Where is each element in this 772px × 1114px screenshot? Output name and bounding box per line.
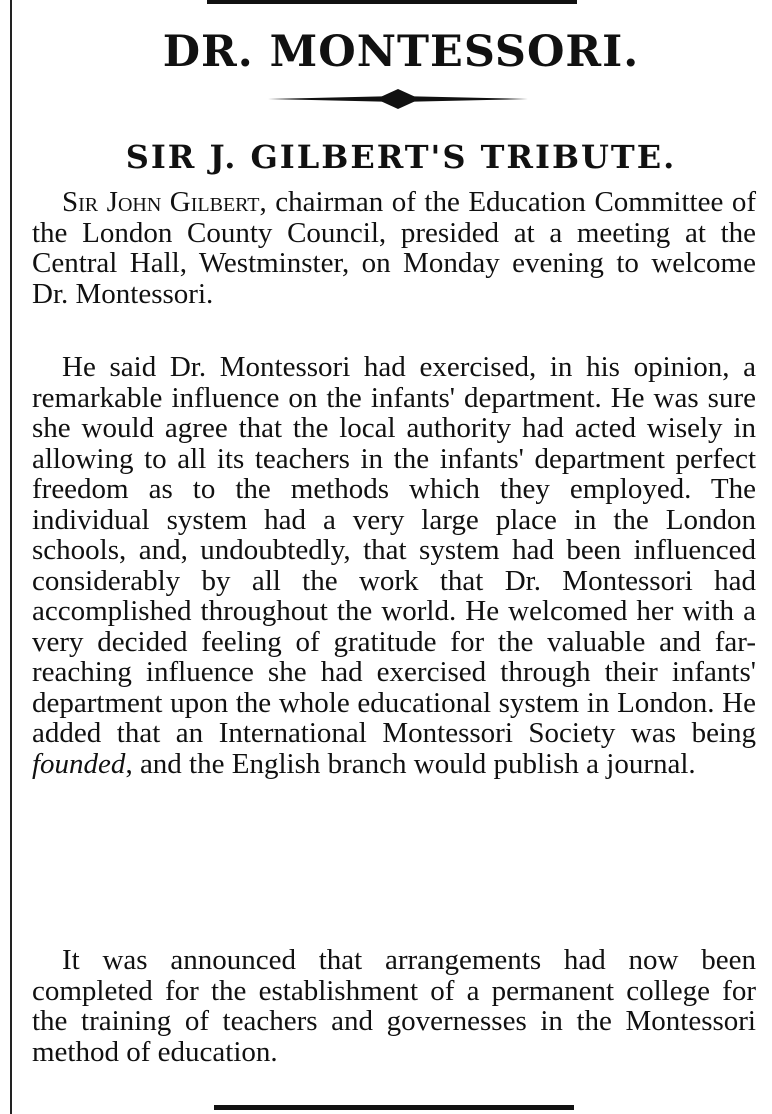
lead-in-name: Sir John Gilbert [62,186,260,218]
subheadline: SIR J. GILBERT'S TRIBUTE. [125,138,677,176]
paragraph-2-text-before: He said Dr. Montessori had exercised, in his opinion, a remarkable influence on the infants' department. He was sure she would agree that the local authority had acted wisely in allowing to all its teachers in the infants' department perfect freedom as to the methods which they employed. The individual system had a very large place in the London schools, and, undoubtedly, that system had been influenced considerably by all the work that Dr. Montessori had accomplished throughout the world. He welcomed her with a very decided feeling of gratitude for the valuable and far-reaching influence she had exercised through their infants' department upon the whole educational system in London. He added that an International Montessori Society was being [32,351,756,749]
column-rule-left [10,0,12,1114]
paragraph-1 [32,187,756,309]
paragraph-1-text: , chairman of the Education Committee of the London County Council, presided at a meeting at the Central Hall, Westminster, on Monday evening to welcome Dr. Montessori. [32,186,756,310]
paragraph-3 [32,945,756,1067]
bottom-rule [214,1105,574,1110]
paragraph-2-emphasis: founded [32,747,126,780]
ornament-divider-icon [268,88,528,110]
paragraph-2 [32,352,756,779]
paragraph-3-text: It was announced that arrangements had now been completed for the establishment of a permanent college for the training of teachers and governesses in the Montessori method of education. [32,944,756,1068]
headline: DR. MONTESSORI. [162,27,640,77]
top-rule [207,0,577,4]
paragraph-2-text-after: , and the English branch would publish a journal. [125,747,696,780]
